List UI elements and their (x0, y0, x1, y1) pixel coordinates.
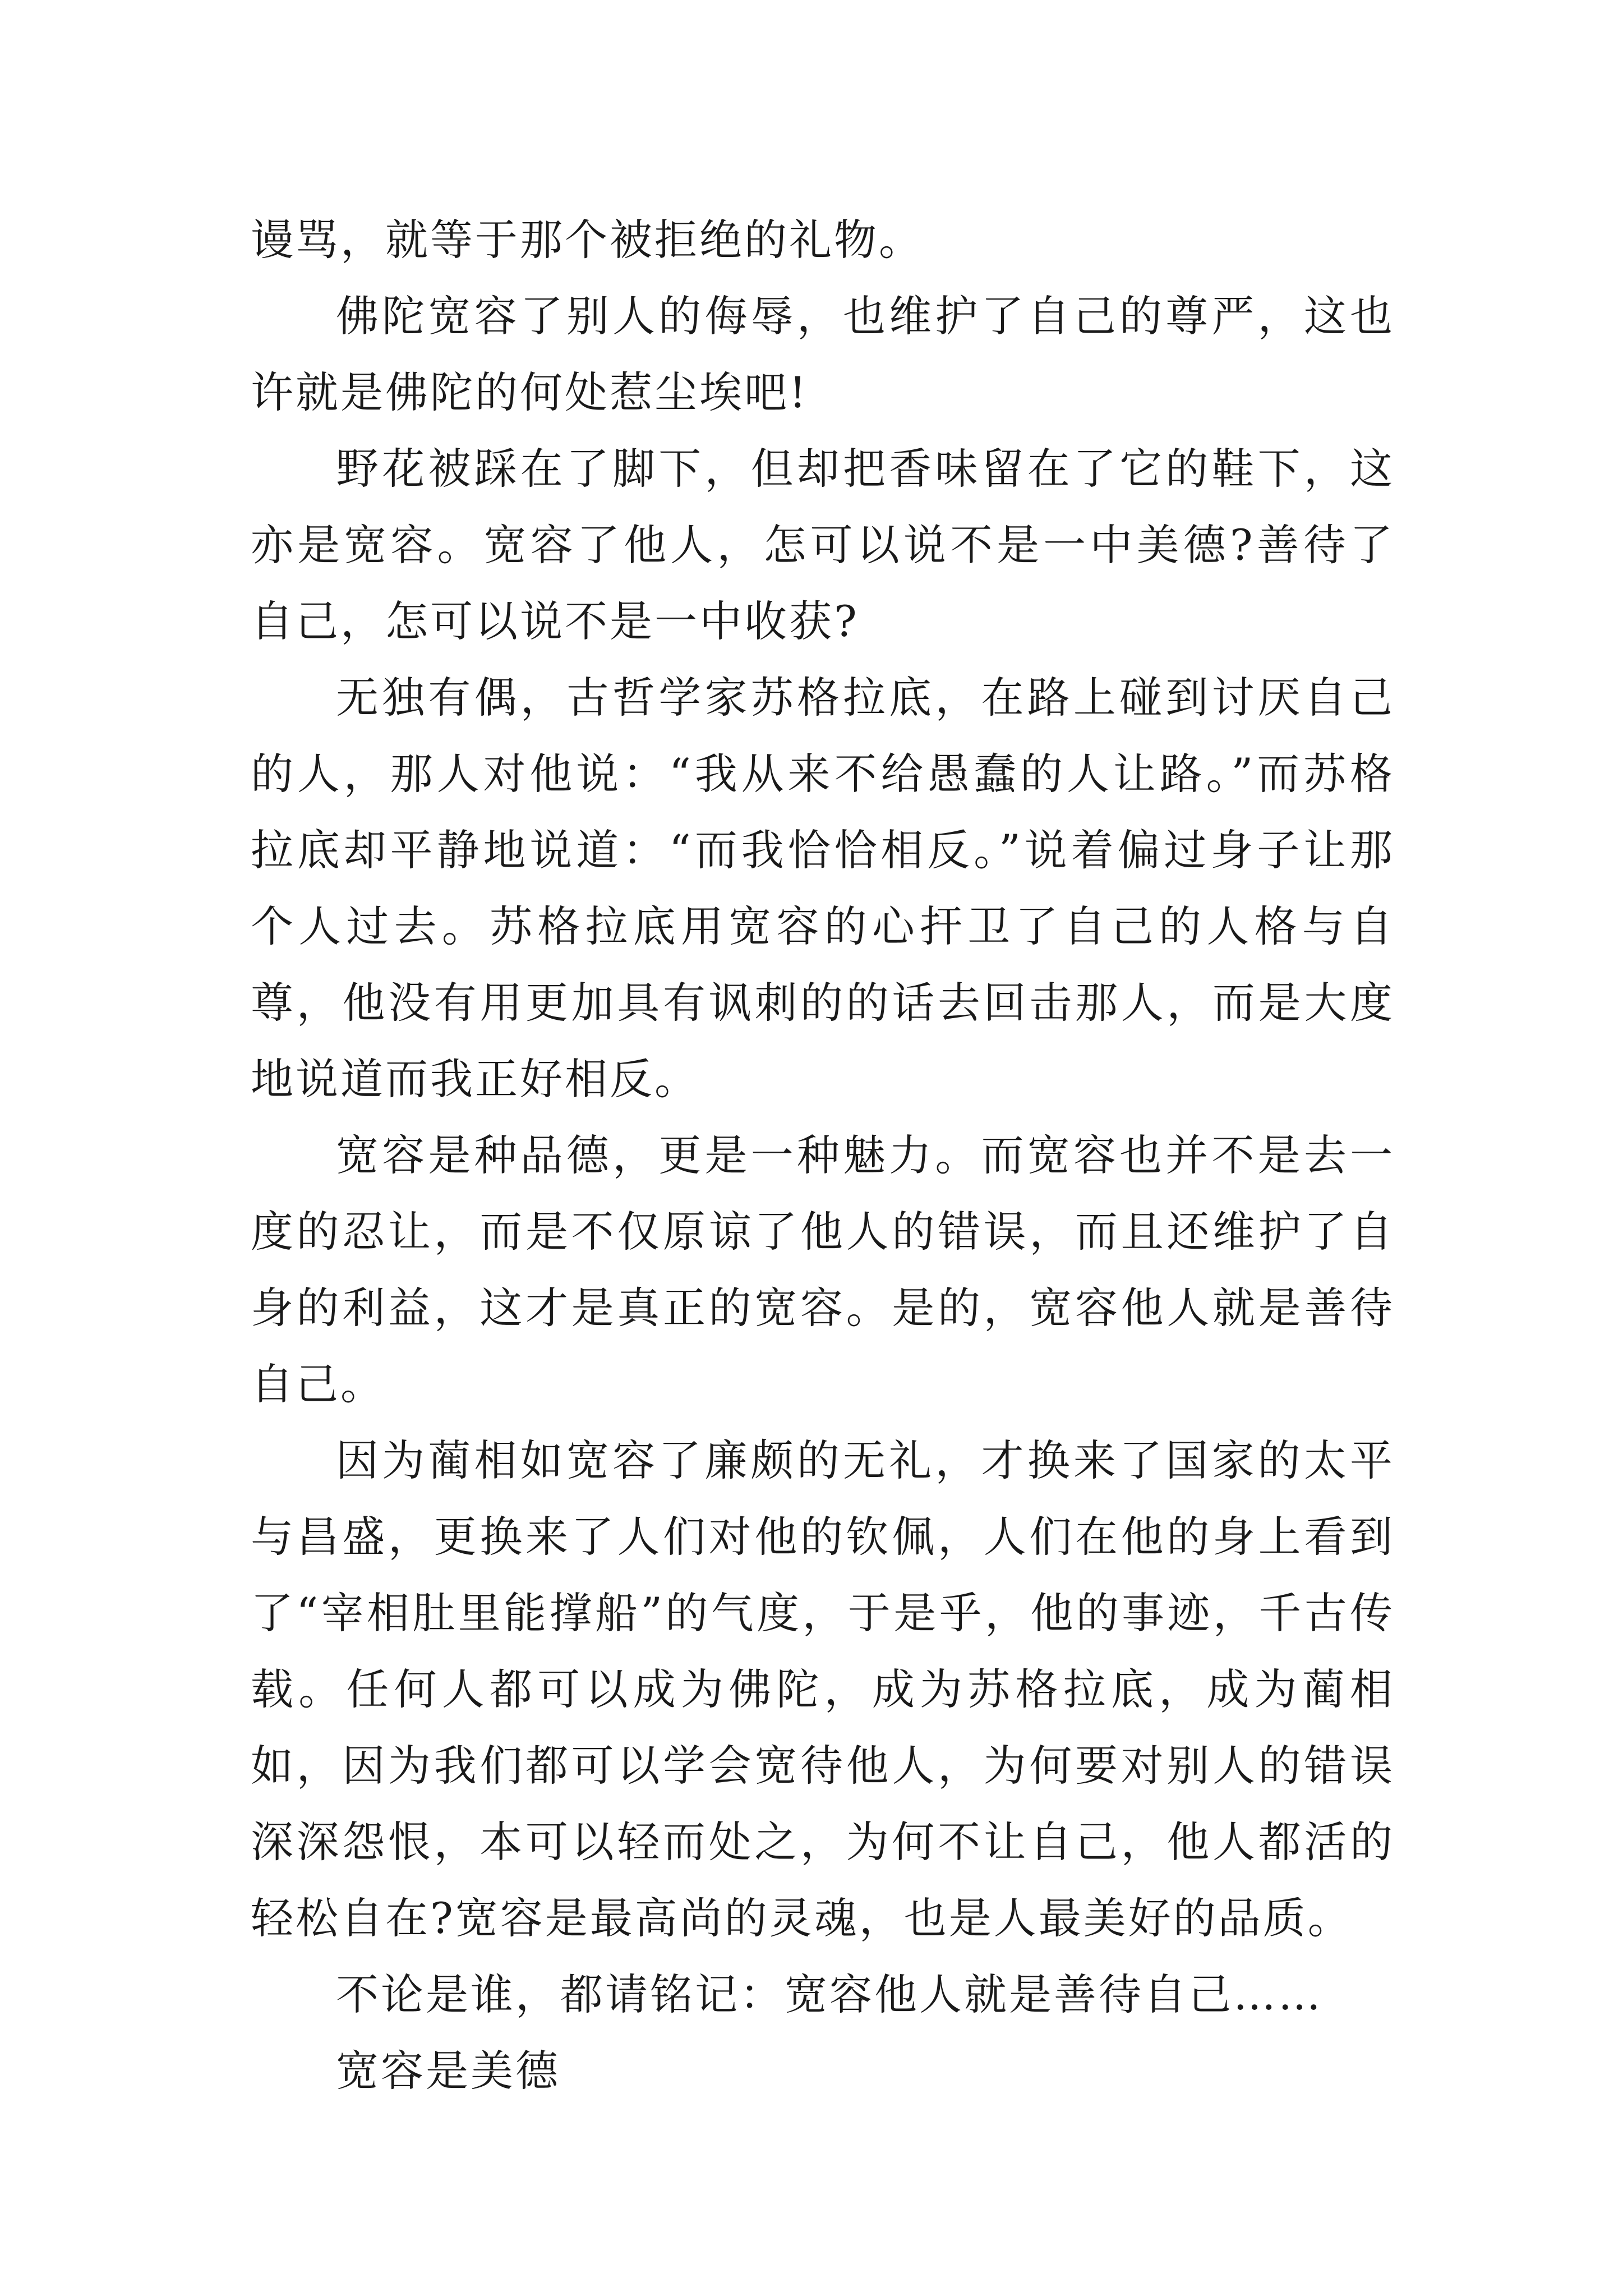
paragraph-5: 宽容是种品德，更是一种魅力。而宽容也并不是去一度的忍让，而是不仅原谅了他人的错误，而且还维护了自身的利益，这才是真正的宽容。是的，宽容他人就是善待自己。 (251, 1130, 1395, 1409)
paragraph-3: 野花被踩在了脚下，但却把香味留在了它的鞋下，这亦是宽容。宽容了他人，怎可以说不是一中美德?善待了自己，怎可以说不是一中收获? (251, 444, 1395, 646)
paragraph-7: 不论是谁，都请铭记：宽容他人就是善待自己…… (336, 1970, 1323, 2019)
paragraph-8: 宽容是美德 (336, 2046, 560, 2096)
document-body (251, 202, 1395, 2109)
paragraph-6: 因为蔺相如宽容了廉颇的无礼，才换来了国家的太平与昌盛，更换来了人们对他的钦佩，人们在他的身上看到了“宰相肚里能撑船”的气度，于是乎，他的事迹，千古传载。任何人都可以成为佛陀，成为苏格拉底，成为蔺相如，因为我们都可以学会宽待他人，为何要对别人的错误深深怨恨，本可以轻而处之，为何不让自己，他人都活的轻松自在?宽容是最高尚的灵魂，也是人最美好的品质。 (251, 1435, 1395, 1943)
paragraph-2: 佛陀宽容了别人的侮辱，也维护了自己的尊严，这也许就是佛陀的何处惹尘埃吧! (251, 291, 1395, 417)
paragraph-1: 谩骂，就等于那个被拒绝的礼物。 (251, 215, 924, 265)
paragraph-4: 无独有偶，古哲学家苏格拉底，在路上碰到讨厌自己的人，那人对他说：“我从来不给愚蠢的人让路。”而苏格拉底却平静地说道：“而我恰恰相反。”说着偏过身子让那个人过去。苏格拉底用宽容的心扞卫了自己的人格与自尊，他没有用更加具有讽刺的的话去回击那人，而是大度地说道而我正好相反。 (251, 673, 1395, 1104)
